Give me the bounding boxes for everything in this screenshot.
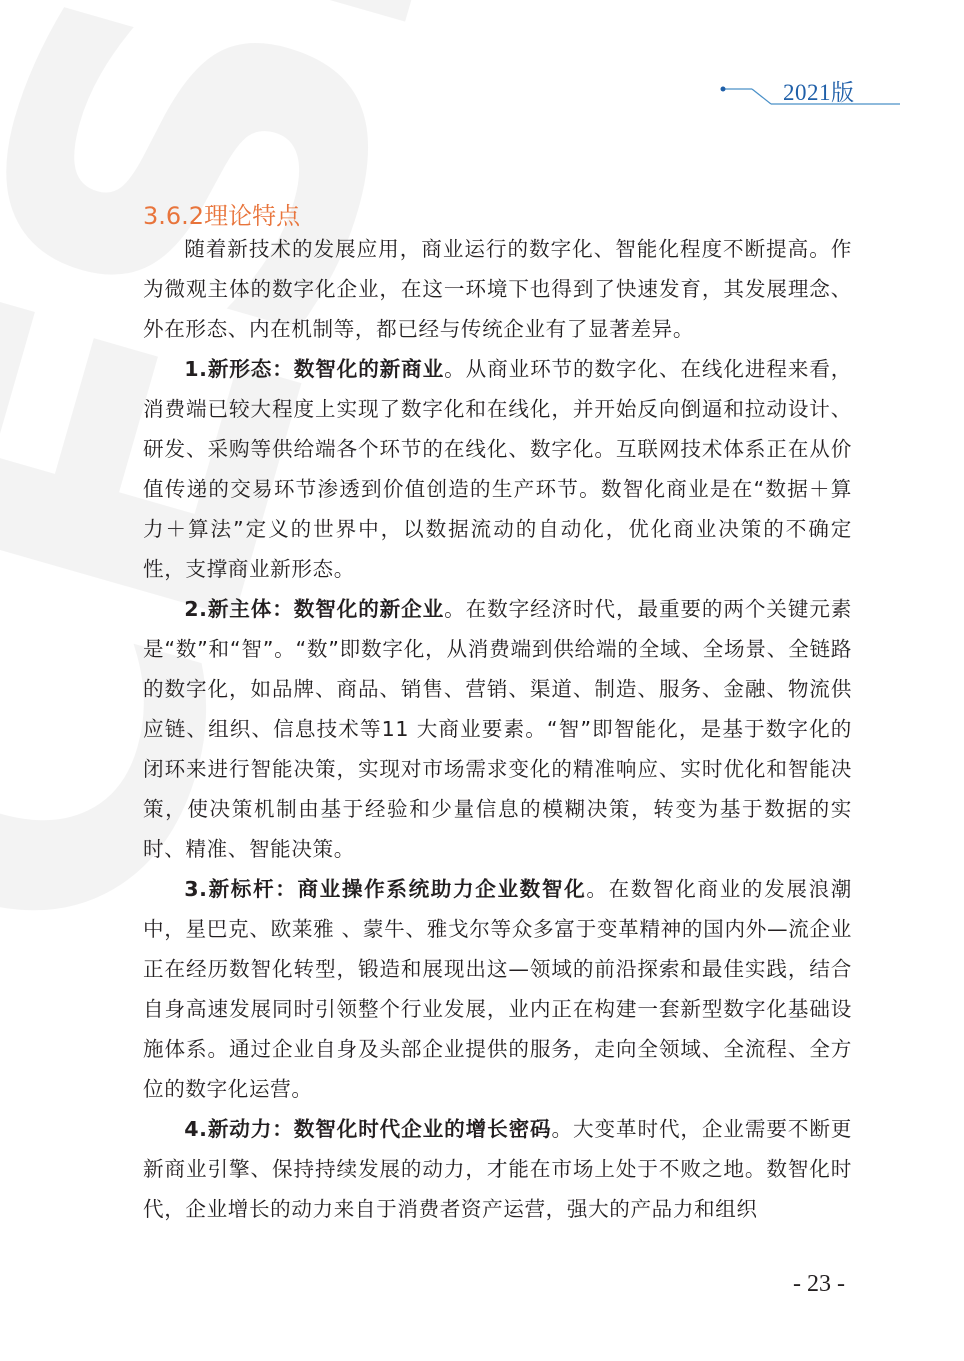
paragraph-new-power-lead: 4.新动力：数智化时代企业的增长密码 (184, 1117, 552, 1141)
paragraph-new-benchmark (143, 869, 852, 1109)
paragraph-intro (143, 229, 852, 349)
paragraph-new-benchmark-body: 。在数智化商业的发展浪潮中，星巴克、欧莱雅 、蒙牛、雅戈尔等众多富于变革精神的国内外—流企业正在经历数智化转型，锻造和展现出这—领域的前沿探索和最佳实践，结合自身高速发展同时引领整个行业发展，业内正在构建一套新型数字化基础设施体系。通过企业自身及头部企业提供的服务，走向全领域、全流程、全方位的数字化运营。 (143, 877, 852, 1101)
paragraph-new-subject-body: 。在数字经济时代，最重要的两个关键元素是“数”和“智”。“数”即数字化，从消费端到供给端的全域、全场景、全链路的数字化，如品牌、商品、销售、营销、渠道、制造、服务、金融、物流供应链、组织、信息技术等11 大商业要素。“智”即智能化，是基于数字化的闭环来进行智能决策，实现对市场需求变化的精准响应、实时优化和智能决策，使决策机制由基于经验和少量信息的模糊决策，转变为基于数据的实时、精准、智能决策。 (143, 597, 853, 861)
paragraph-new-subject (143, 589, 852, 869)
section-heading: 3.6.2理论特点 (143, 201, 301, 230)
page-number: - 23 - (793, 1271, 845, 1297)
paragraph-intro-text: 随着新技术的发展应用，商业运行的数字化、智能化程度不断提高。作为微观主体的数字化企业，在这一环境下也得到了快速发育，其发展理念、外在形态、内在机制等，都已经与传统企业有了显著差异。 (143, 237, 852, 341)
paragraph-new-form (143, 349, 852, 589)
paragraph-new-power (143, 1109, 852, 1229)
body-text (143, 229, 852, 1229)
header-dot (721, 87, 726, 92)
edition-label: 2021版 (783, 80, 855, 105)
paragraph-new-subject-lead: 2.新主体：数智化的新企业 (184, 597, 445, 621)
page-header (0, 0, 964, 120)
paragraph-new-benchmark-lead: 3.新标杆：商业操作系统助力企业数智化 (184, 877, 587, 901)
paragraph-new-form-body: 。从商业环节的数字化、在线化进程来看，消费端已较大程度上实现了数字化和在线化，并开始反向倒逼和拉动设计、研发、采购等供给端各个环节的在线化、数字化。互联网技术体系正在从价值传递的交易环节渗透到价值创造的生产环节。数智化商业是在“数据＋算力＋算法”定义的世界中，以数据流动的自动化，优化商业决策的不确定性，支撑商业新形态。 (143, 357, 853, 581)
paragraph-new-power-body: 。大变革时代，企业需要不断更新商业引擎、保持持续发展的动力，才能在市场上处于不败之地。数智化时代，企业增长的动力来自于消费者资产运营，强大的产品力和组织 (143, 1117, 853, 1221)
paragraph-new-form-lead: 1.新形态：数智化的新商业 (184, 357, 445, 381)
